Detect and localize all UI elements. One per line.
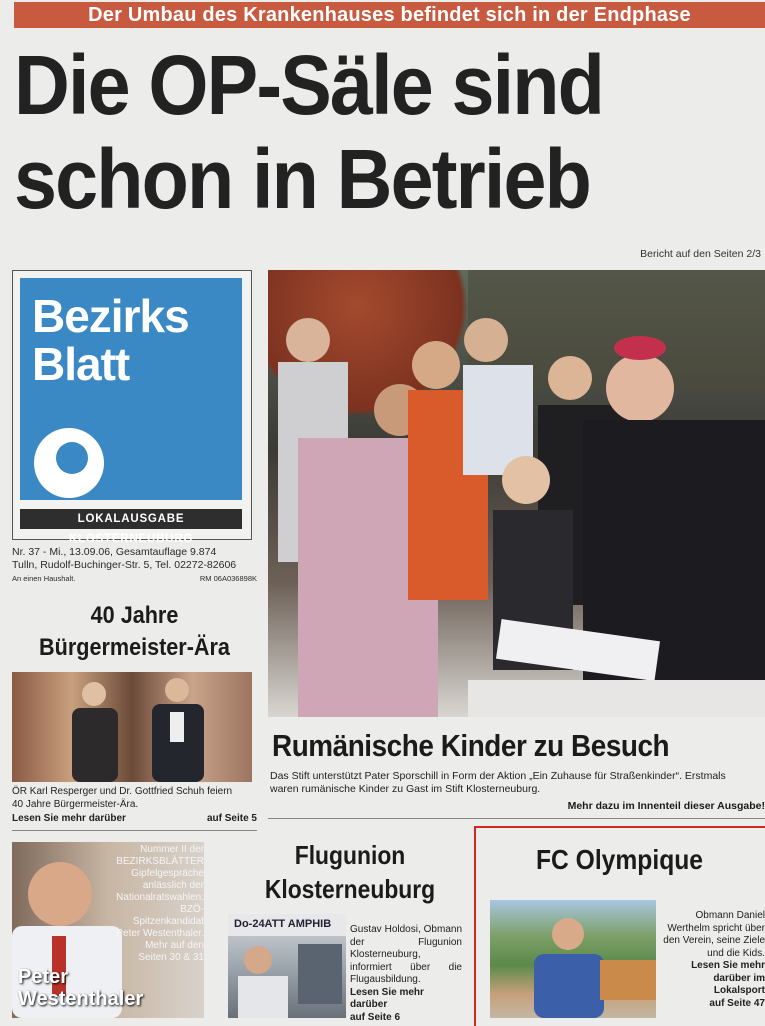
flugunion-title-line-1: Flugunion xyxy=(294,840,406,870)
mayor-story-title xyxy=(24,600,245,664)
issue-info xyxy=(12,546,257,585)
fc-olympique-title: FC Olympique xyxy=(535,844,704,875)
mayor-read-more-link[interactable] xyxy=(12,813,257,826)
westenthaler-text xyxy=(112,844,204,964)
westenthaler-text-line: BEZIRKSBLÄTTER xyxy=(116,856,204,867)
flugunion-title-line-2: Klosterneuburg xyxy=(264,874,436,904)
flugunion-read-more-link[interactable] xyxy=(350,987,462,1025)
flugunion-text xyxy=(350,924,462,1024)
westenthaler-text-line: Nummer II der xyxy=(140,844,204,855)
headline-line-2: schon in Betrieb xyxy=(14,132,591,226)
mayor-title-line-2: Bürgermeister-Ära xyxy=(39,634,230,661)
issue-small-left: An einen Haushalt. xyxy=(12,574,76,583)
mayor-caption-line-1: ÖR Karl Resperger und Dr. Gottfried Schuh feiern xyxy=(12,786,233,797)
westenthaler-text-line: Peter Westenthaler. xyxy=(116,928,204,939)
westenthaler-text-line: Nationalratswahlen: xyxy=(116,892,204,903)
fc-link-label: Lesen Sie mehr darüber im Lokalsport xyxy=(691,960,765,996)
westenthaler-text-line: anlässlich der xyxy=(142,880,204,891)
main-story-more-link[interactable]: Mehr dazu im Innenteil dieser Ausgabe! xyxy=(567,800,765,812)
issue-small-right: RM 06A036898K xyxy=(199,574,257,583)
divider xyxy=(268,818,765,819)
flugunion-title xyxy=(253,838,447,906)
issue-line-1: Nr. 37 - Mi., 13.09.06, Gesamtauflage 9.874 xyxy=(12,546,217,558)
fc-olympique-read-more-link[interactable] xyxy=(662,960,765,1010)
main-text-line-1: Das Stift unterstützt Pater Sporschill in Form der Aktion „Ein Zuhause für Straßenkinder“. Erstmals xyxy=(270,770,726,782)
westenthaler-text-line: Gipfelgespräche xyxy=(131,868,204,879)
mayor-caption xyxy=(12,786,257,826)
issue-line-2: Tulln, Rudolf-Buchinger-Str. 5, Tel. 02272-82606 xyxy=(12,559,237,571)
main-story-title: Rumänische Kinder zu Besuch xyxy=(272,728,670,763)
divider xyxy=(12,830,257,831)
westenthaler-text-line: Seiten 30 & 31 xyxy=(138,952,204,963)
mayor-title-line-1: 40 Jahre xyxy=(90,602,179,629)
flugunion-plane-label: Do-24ATT AMPHIB xyxy=(234,918,332,930)
mayor-link-page: auf Seite 5 xyxy=(206,813,257,824)
kicker-banner: Der Umbau des Krankenhauses befindet sich in der Endphase xyxy=(14,2,765,28)
fc-olympique-figure xyxy=(490,900,656,1018)
issue-small-row xyxy=(12,572,257,585)
flugunion-body: Gustav Holdosi, Obmann der Flugunion Klosterneuburg, informiert über die Flugausbildung. xyxy=(350,924,462,985)
westenthaler-text-line: Mehr auf den xyxy=(145,940,204,951)
edition-label: LOKALAUSGABE KLOSTERNEUBURG xyxy=(20,509,242,529)
flugunion-photo xyxy=(228,914,346,1018)
logo-wordmark xyxy=(32,292,189,388)
logo-word-line-1: Bezirks xyxy=(32,290,189,342)
mayor-caption-line-2: 40 Jahre Bürgermeister-Ära. xyxy=(12,798,139,810)
fc-olympique-text xyxy=(662,910,765,1010)
flugunion-link-page: auf Seite 6 xyxy=(350,1011,401,1023)
main-story-photo xyxy=(268,270,765,717)
westenthaler-name-line-1: Peter xyxy=(18,966,69,988)
logo-blue-panel xyxy=(20,278,242,500)
westenthaler-text-line: BZÖ-Spitzenkandidat xyxy=(132,904,204,927)
fc-olympique-body: Obmann Daniel Werthelm spricht über den Verein, seine Ziele und die Kids. xyxy=(663,910,765,959)
main-photo-figures xyxy=(268,270,765,717)
mayor-photo xyxy=(12,672,252,782)
headline-line-1: Die OP-Säle sind xyxy=(14,38,604,132)
main-story-text xyxy=(270,770,765,796)
logo-word-line-2: Blatt xyxy=(32,338,130,390)
page-headline xyxy=(14,38,695,226)
logo-circle-inner xyxy=(56,442,88,474)
headline-page-reference: Bericht auf den Seiten 2/3 xyxy=(640,248,761,260)
main-text-line-2: waren rumänische Kinder zu Gast im Stift Klosterneuburg. xyxy=(270,783,541,795)
masthead-logo xyxy=(12,270,252,545)
fc-olympique-photo xyxy=(490,900,656,1018)
westenthaler-name-line-2: Westenthaler xyxy=(18,988,144,1010)
fc-link-page: auf Seite 47 xyxy=(709,997,765,1009)
flugunion-link-label: Lesen Sie mehr darüber xyxy=(350,986,424,1010)
mayor-photo-figures xyxy=(12,672,252,782)
mayor-link-label: Lesen Sie mehr darüber xyxy=(12,813,126,824)
westenthaler-name xyxy=(18,966,143,1010)
